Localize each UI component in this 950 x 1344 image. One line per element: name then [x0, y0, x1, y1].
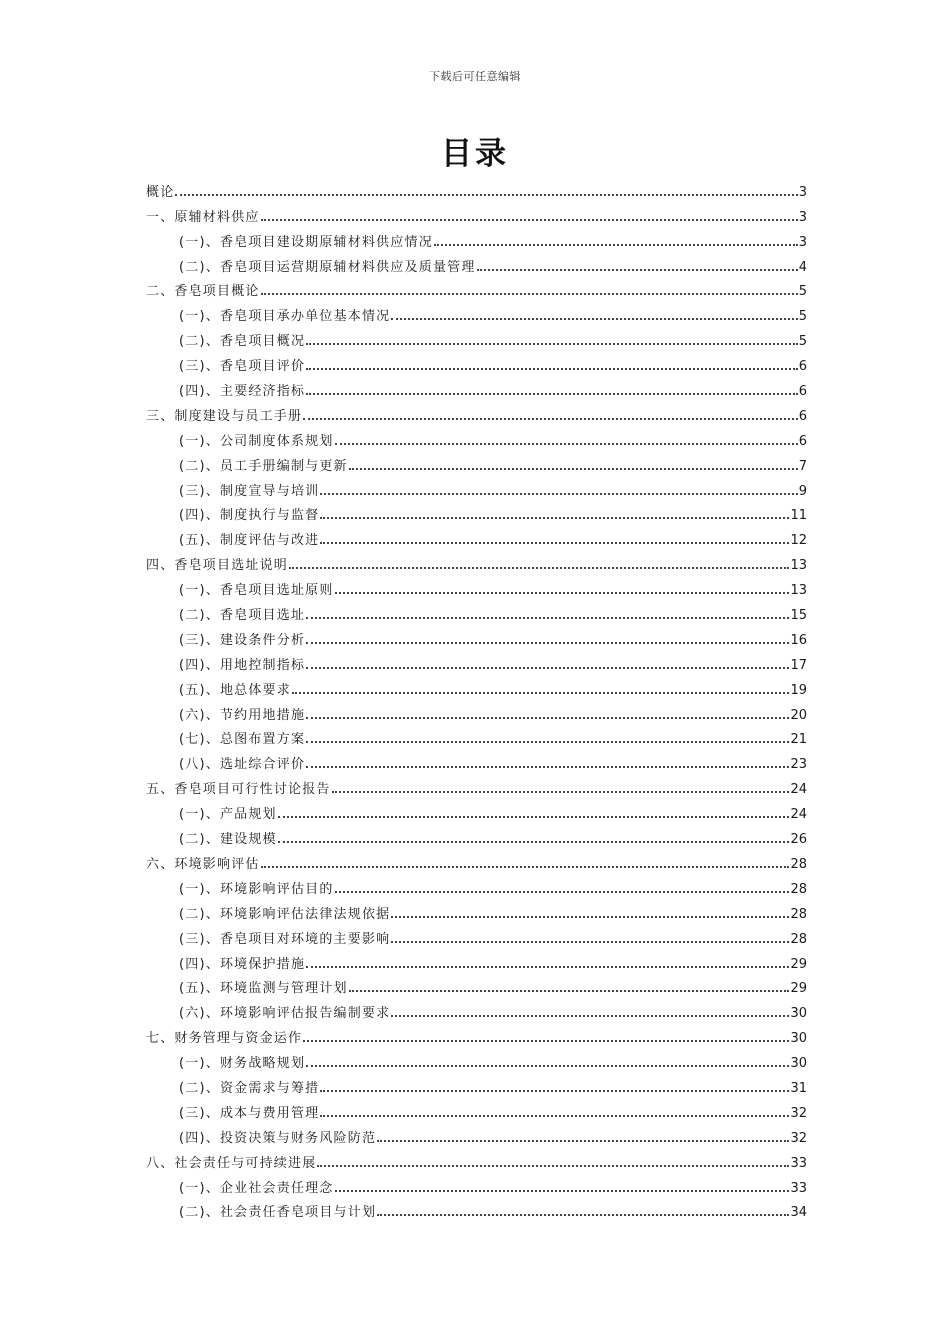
toc-subsection-link[interactable]	[146, 1196, 807, 1221]
toc-page-number: 3	[798, 209, 807, 225]
toc-entry-title: (一)、香皂项目选址原则	[179, 583, 334, 599]
dot-leader	[320, 1115, 789, 1117]
table-of-contents	[146, 175, 807, 1220]
toc-entry-title: 六、环境影响评估	[146, 856, 260, 872]
toc-page-number: 24	[790, 807, 807, 823]
toc-page-number: 17	[790, 657, 807, 673]
toc-entry-title: (四)、主要经济指标	[179, 384, 306, 400]
toc-entry-title: (一)、公司制度体系规划	[179, 433, 334, 449]
dot-leader	[306, 717, 789, 719]
toc-page-number: 20	[790, 707, 807, 723]
toc-entry-title: 四、香皂项目选址说明	[146, 558, 289, 574]
toc-entry-title: (三)、香皂项目对环境的主要影响	[179, 931, 391, 947]
toc-entry-title: (三)、建设条件分析	[179, 632, 306, 648]
toc-page-number: 28	[790, 856, 807, 872]
toc-entry-title: (二)、建设规模	[179, 832, 277, 848]
toc-page-number: 31	[790, 1080, 807, 1096]
toc-page-number: 5	[798, 284, 807, 300]
toc-entry-title: (三)、成本与费用管理	[179, 1105, 320, 1121]
toc-subsection-link[interactable]	[146, 996, 807, 1021]
toc-page-number: 12	[790, 533, 807, 549]
dot-leader	[306, 393, 798, 395]
toc-subsection-link[interactable]	[146, 573, 807, 598]
toc-page-number: 5	[798, 309, 807, 325]
toc-subsection-link[interactable]	[146, 1171, 807, 1196]
toc-page-number: 15	[790, 608, 807, 624]
toc-page-number: 5	[798, 334, 807, 350]
page-header: 下载后可任意编辑	[429, 70, 521, 83]
dot-leader	[377, 1214, 789, 1216]
toc-section-link[interactable]	[146, 772, 807, 797]
dot-leader	[306, 741, 789, 743]
toc-page-number: 19	[790, 682, 807, 698]
toc-page-number: 32	[790, 1130, 807, 1146]
toc-subsection-link[interactable]	[146, 1121, 807, 1146]
toc-page-number: 6	[798, 433, 807, 449]
toc-subsection-link[interactable]	[146, 598, 807, 623]
dot-leader	[320, 493, 797, 495]
toc-subsection-link[interactable]	[146, 1071, 807, 1096]
toc-entry-title: 八、社会责任与可持续进展	[146, 1155, 317, 1171]
toc-section-link[interactable]	[146, 200, 807, 225]
toc-page-number: 33	[790, 1155, 807, 1171]
toc-subsection-link[interactable]	[146, 1046, 807, 1071]
toc-section-link[interactable]	[146, 399, 807, 424]
toc-subsection-link[interactable]	[146, 225, 807, 250]
dot-leader	[335, 443, 798, 445]
toc-entry-title: (一)、香皂项目承办单位基本情况	[179, 309, 391, 325]
dot-leader	[335, 891, 790, 893]
dot-leader	[317, 1165, 789, 1167]
toc-subsection-link[interactable]	[146, 449, 807, 474]
toc-entry-title: (五)、地总体要求	[179, 682, 291, 698]
toc-section-link[interactable]	[146, 1146, 807, 1171]
toc-subsection-link[interactable]	[146, 324, 807, 349]
toc-page-number: 13	[790, 558, 807, 574]
toc-subsection-link[interactable]	[146, 648, 807, 673]
toc-page-number: 9	[798, 483, 807, 499]
dot-leader	[261, 219, 798, 221]
dot-leader	[335, 592, 790, 594]
dot-leader	[175, 194, 797, 196]
toc-entry-title: (三)、香皂项目评价	[179, 359, 306, 375]
toc-subsection-link[interactable]	[146, 623, 807, 648]
toc-entry-title: (五)、环境监测与管理计划	[179, 981, 348, 997]
toc-subsection-link[interactable]	[146, 299, 807, 324]
toc-page-number: 3	[798, 184, 807, 200]
dot-leader	[320, 1090, 789, 1092]
toc-entry-title: (一)、企业社会责任理念	[179, 1180, 334, 1196]
dot-leader	[391, 916, 789, 918]
toc-page-number: 26	[790, 832, 807, 848]
toc-page-number: 13	[790, 583, 807, 599]
toc-subsection-link[interactable]	[146, 698, 807, 723]
dot-leader	[306, 766, 789, 768]
toc-entry-title: 一、原辅材料供应	[146, 209, 260, 225]
toc-page-number: 33	[790, 1180, 807, 1196]
toc-page-number: 34	[790, 1205, 807, 1221]
toc-page-number: 6	[798, 384, 807, 400]
toc-entry-title: (四)、用地控制指标	[179, 657, 306, 673]
toc-page-number: 29	[790, 956, 807, 972]
toc-subsection-link[interactable]	[146, 972, 807, 997]
toc-subsection-link[interactable]	[146, 349, 807, 374]
dot-leader	[434, 244, 798, 246]
dot-leader	[306, 1065, 789, 1067]
toc-page-number: 28	[790, 931, 807, 947]
toc-subsection-link[interactable]	[146, 872, 807, 897]
dot-leader	[306, 343, 798, 345]
dot-leader	[335, 1190, 790, 1192]
toc-entry-title: (四)、投资决策与财务风险防范	[179, 1130, 377, 1146]
toc-entry-title: (四)、制度执行与监督	[179, 508, 320, 524]
dot-leader	[261, 866, 790, 868]
dot-leader	[306, 642, 789, 644]
dot-leader	[306, 617, 789, 619]
toc-page-number: 28	[790, 881, 807, 897]
dot-leader	[477, 269, 798, 271]
toc-subsection-link[interactable]	[146, 250, 807, 275]
dot-leader	[320, 517, 789, 519]
toc-entry-title: (二)、香皂项目运营期原辅材料供应及质量管理	[179, 259, 476, 275]
toc-page-number: 30	[790, 1056, 807, 1072]
toc-entry-title: (六)、环境影响评估报告编制要求	[179, 1006, 391, 1022]
dot-leader	[332, 791, 790, 793]
toc-entry-title: (五)、制度评估与改进	[179, 533, 320, 549]
toc-subsection-link[interactable]	[146, 723, 807, 748]
toc-subsection-link[interactable]	[146, 922, 807, 947]
dot-leader	[261, 293, 798, 295]
toc-page-number: 30	[790, 1006, 807, 1022]
dot-leader	[391, 1015, 789, 1017]
toc-subsection-link[interactable]	[146, 474, 807, 499]
toc-entry-title: 三、制度建设与员工手册	[146, 408, 303, 424]
toc-subsection-link[interactable]	[146, 897, 807, 922]
toc-entry-title: (一)、产品规划	[179, 807, 277, 823]
toc-subsection-link[interactable]	[146, 1096, 807, 1121]
toc-entry-title: (二)、香皂项目概况	[179, 334, 306, 350]
toc-page-number: 30	[790, 1031, 807, 1047]
dot-leader	[303, 1040, 789, 1042]
toc-entry-title: (一)、环境影响评估目的	[179, 881, 334, 897]
dot-leader	[391, 941, 789, 943]
toc-entry-title: (七)、总图布置方案	[179, 732, 306, 748]
dot-leader	[377, 1140, 789, 1142]
toc-entry-title: 二、香皂项目概论	[146, 284, 260, 300]
toc-page-number: 6	[798, 408, 807, 424]
dot-leader	[278, 816, 790, 818]
toc-entry-title: 五、香皂项目可行性讨论报告	[146, 782, 331, 798]
toc-entry-title: (六)、节约用地措施	[179, 707, 306, 723]
toc-entry-title: (四)、环境保护措施	[179, 956, 306, 972]
toc-entry-title: (一)、香皂项目建设期原辅材料供应情况	[179, 234, 433, 250]
toc-entry-title: (二)、环境影响评估法律法规依据	[179, 906, 391, 922]
dot-leader	[278, 841, 790, 843]
toc-page-number: 24	[790, 782, 807, 798]
toc-page-number: 21	[790, 732, 807, 748]
toc-section-link[interactable]	[146, 275, 807, 300]
toc-entry-title: (二)、资金需求与筹措	[179, 1080, 320, 1096]
dot-leader	[391, 318, 797, 320]
toc-entry-title: 七、财务管理与资金运作	[146, 1031, 303, 1047]
toc-subsection-link[interactable]	[146, 822, 807, 847]
toc-subsection-link[interactable]	[146, 797, 807, 822]
toc-entry-title: 概论	[146, 184, 175, 200]
toc-section-link[interactable]	[146, 847, 807, 872]
dot-leader	[349, 468, 798, 470]
toc-page-number: 6	[798, 359, 807, 375]
toc-subsection-link[interactable]	[146, 374, 807, 399]
toc-page-number: 28	[790, 906, 807, 922]
dot-leader	[320, 542, 789, 544]
dot-leader	[349, 990, 790, 992]
toc-subsection-link[interactable]	[146, 523, 807, 548]
dot-leader	[306, 966, 789, 968]
toc-entry-title: (八)、选址综合评价	[179, 757, 306, 773]
toc-subsection-link[interactable]	[146, 673, 807, 698]
toc-subsection-link[interactable]	[146, 424, 807, 449]
toc-page-number: 7	[798, 458, 807, 474]
toc-page-number: 4	[798, 259, 807, 275]
toc-section-link[interactable]	[146, 175, 807, 200]
dot-leader	[289, 567, 789, 569]
dot-leader	[306, 667, 789, 669]
toc-page-number: 11	[790, 508, 807, 524]
toc-page-number: 16	[790, 632, 807, 648]
toc-page-number: 3	[798, 234, 807, 250]
dot-leader	[303, 418, 798, 420]
toc-page-number: 23	[790, 757, 807, 773]
toc-entry-title: (二)、社会责任香皂项目与计划	[179, 1205, 377, 1221]
dot-leader	[306, 368, 798, 370]
toc-entry-title: (二)、香皂项目选址	[179, 608, 306, 624]
toc-entry-title: (三)、制度宣导与培训	[179, 483, 320, 499]
toc-page-number: 29	[790, 981, 807, 997]
toc-subsection-link[interactable]	[146, 747, 807, 772]
toc-entry-title: (一)、财务战略规划	[179, 1056, 306, 1072]
toc-section-link[interactable]	[146, 1021, 807, 1046]
toc-subsection-link[interactable]	[146, 947, 807, 972]
toc-entry-title: (二)、员工手册编制与更新	[179, 458, 348, 474]
toc-section-link[interactable]	[146, 548, 807, 573]
dot-leader	[292, 692, 790, 694]
toc-subsection-link[interactable]	[146, 499, 807, 524]
toc-page-number: 32	[790, 1105, 807, 1121]
page-title: 目录	[441, 136, 509, 172]
